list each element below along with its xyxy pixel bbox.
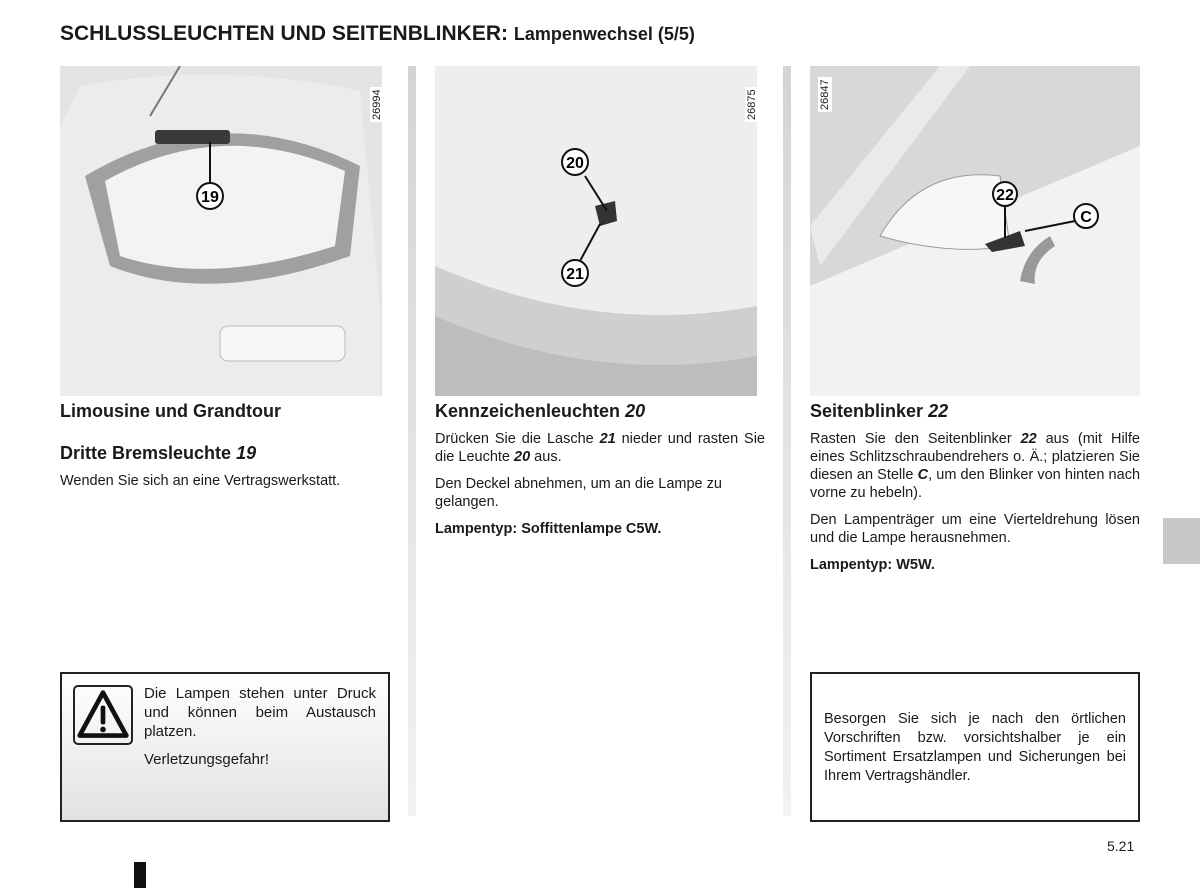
figure-number: 26847 [819, 79, 831, 110]
section-heading: Limousine und Grandtour [60, 401, 281, 421]
figure-rear-car [60, 66, 382, 396]
callout-c: C [1080, 209, 1092, 226]
title-main: SCHLUSSLEUCHTEN UND SEITENBLINKER: [60, 22, 509, 45]
column-license-light [435, 402, 765, 547]
lamp-type: Lampentyp: W5W. [810, 557, 935, 573]
figure-number: 26994 [371, 89, 383, 120]
column-brake-light [60, 402, 390, 499]
chapter-tab [1163, 518, 1200, 564]
title-sub: Lampenwechsel (5/5) [513, 24, 695, 44]
subsection-heading: Dritte Bremsleuchte 19 [60, 443, 257, 463]
figure-side-mirror [810, 66, 1140, 396]
warning-triangle-icon [73, 685, 133, 745]
instruction-text: Wenden Sie sich an eine Vertragswerkstatt. [60, 473, 341, 489]
instruction-text: Den Deckel abnehmen, um an die Lampe zu gelangen. [435, 476, 722, 510]
warning-text: Verletzungsgefahr! [144, 751, 270, 768]
figure-license-light [435, 66, 757, 396]
note-box [810, 672, 1140, 822]
warning-text: Die Lampen stehen unter Druck und können beim Austausch platzen. [144, 685, 376, 740]
callout-21: 21 [566, 266, 584, 283]
callout-22: 22 [996, 187, 1014, 204]
page-number: 5.21 [1107, 838, 1135, 854]
page-title [60, 22, 695, 46]
column-side-indicator [810, 402, 1140, 583]
warning-box [60, 672, 390, 822]
column-divider [408, 66, 416, 816]
page-marker [134, 862, 146, 888]
note-text: Besorgen Sie sich je nach den örtlichen Vorschriften bzw. vorsichtshalber je ein Sortiment Ersatzlampen und Sicherungen bei Ihrem Vertragshändler. [824, 711, 1126, 784]
instruction-text: Drücken Sie die Lasche 21 nieder und rasten Sie die Leuchte 20 aus. [435, 431, 765, 465]
figure-number: 26875 [746, 89, 758, 120]
section-heading: Seitenblinker 22 [810, 401, 949, 421]
callout-20: 20 [566, 155, 584, 172]
lamp-type: Lampentyp: Soffittenlampe C5W. [435, 521, 662, 537]
column-divider [783, 66, 791, 816]
section-heading: Kennzeichenleuchten 20 [435, 401, 646, 421]
callout-19: 19 [201, 189, 219, 206]
instruction-text: Rasten Sie den Seitenblinker 22 aus (mit Hilfe eines Schlitzschraubendrehers o. Ä.; platzieren Sie diesen an Stelle C, um den Blinker von hinten nach vorne zu hebeln). [810, 431, 1141, 501]
instruction-text: Den Lampenträger um eine Vierteldrehung lösen und die Lampe herausnehmen. [810, 512, 1140, 546]
